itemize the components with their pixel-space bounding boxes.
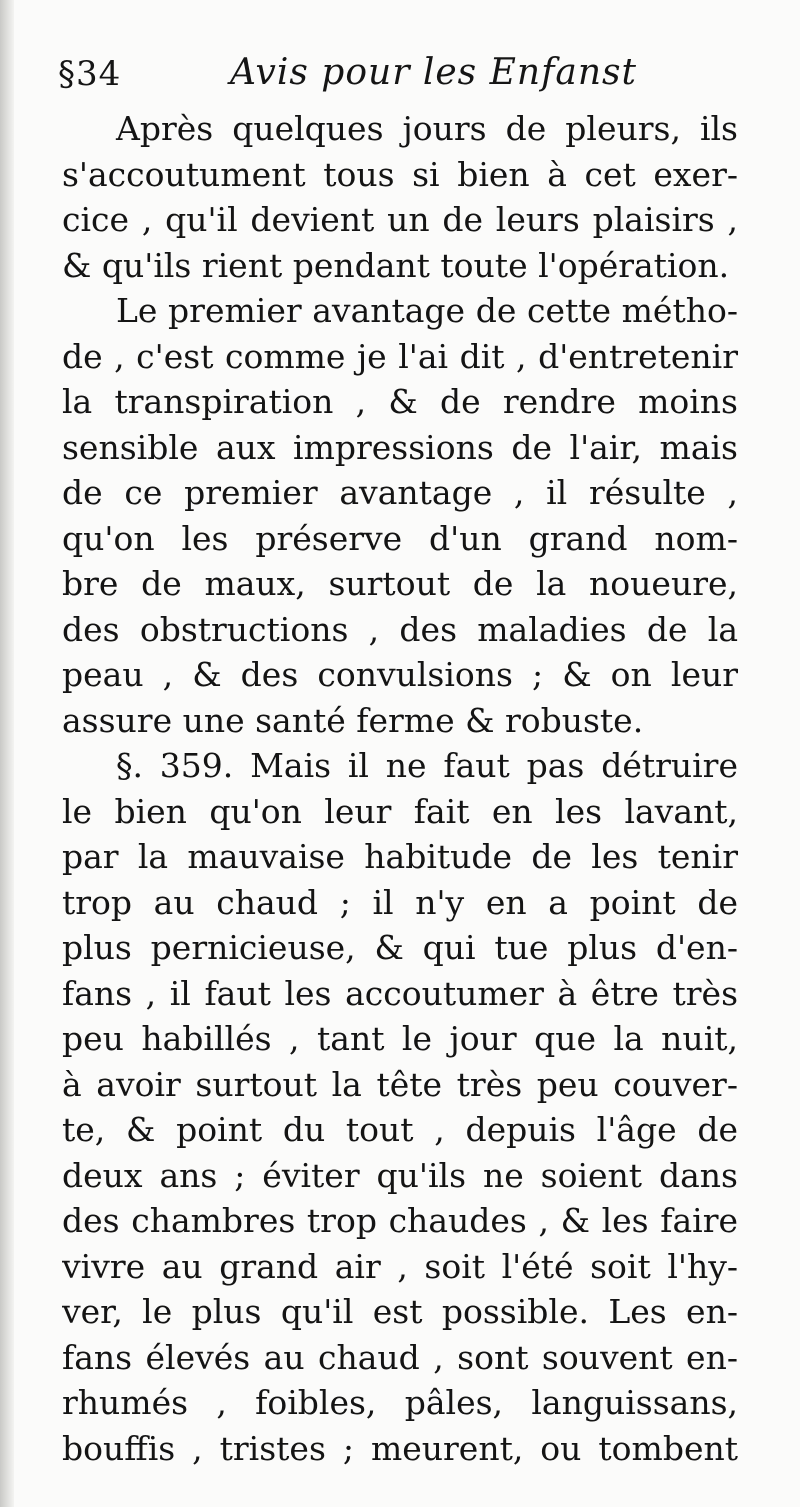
text-line: par la mauvaise habitude de les tenir bbox=[62, 837, 738, 876]
text-line: Le premier avantage de cette métho- bbox=[116, 291, 738, 330]
text-line: cice , qu'il devient un de leurs plaisirs , bbox=[62, 200, 738, 239]
text-line: fans élevés au chaud , sont souvent en- bbox=[62, 1337, 738, 1377]
text-line: s'accoutument tous si bien à cet exer- bbox=[62, 154, 738, 194]
text-line: qu'on les préserve d'un grand nom- bbox=[62, 518, 738, 558]
text-line: des obstructions , des maladies de la bbox=[62, 609, 738, 649]
text-line: deux ans ; éviter qu'ils ne soient dans bbox=[62, 1155, 738, 1195]
text-line: fans , il faut les accoutumer à être très bbox=[62, 973, 738, 1013]
text-line: de ce premier avantage , il résulte , bbox=[62, 473, 738, 512]
text-line: plus pernicieuse, & qui tue plus d'en- bbox=[62, 928, 738, 967]
text-line: peu habillés , tant le jour que la nuit, bbox=[62, 1019, 738, 1058]
text-line: trop au chaud ; il n'y en a point de bbox=[62, 882, 738, 922]
page-number: §34 bbox=[58, 54, 122, 94]
text-line: bre de maux, surtout de la noueure, bbox=[62, 564, 738, 603]
text-line: le bien qu'on leur fait en les lavant, bbox=[62, 791, 738, 831]
text-line: Après quelques jours de pleurs, ils bbox=[116, 109, 738, 148]
text-line: rhumés , foibles, pâles, languissans, bbox=[62, 1383, 738, 1422]
text-line: te, & point du tout , depuis l'âge de bbox=[62, 1110, 738, 1149]
text-line: ver, le plus qu'il est possible. Les en- bbox=[62, 1292, 738, 1331]
text-line: vivre au grand air , soit l'été soit l'hy- bbox=[62, 1246, 738, 1286]
running-head bbox=[58, 46, 738, 106]
text-line: peau , & des convulsions ; & on leur bbox=[62, 655, 738, 694]
text-line: de , c'est comme je l'ai dit , d'entretenir bbox=[62, 336, 738, 376]
text-line: assure une santé ferme & robuste. bbox=[62, 700, 644, 740]
body-text bbox=[62, 106, 738, 1471]
text-line: sensible aux impressions de l'air, mais bbox=[62, 427, 738, 467]
running-title: Avis pour les Enfanst bbox=[230, 52, 637, 93]
text-line: bouffis , tristes ; meurent, ou tombent bbox=[62, 1428, 738, 1468]
text-line: & qu'ils rient pendant toute l'opération. bbox=[62, 245, 730, 285]
text-line: §. 359. Mais il ne faut pas détruire bbox=[116, 746, 738, 785]
text-line: à avoir surtout la tête très peu couver- bbox=[62, 1064, 738, 1104]
text-line: la transpiration , & de rendre moins bbox=[62, 382, 738, 421]
text-line: des chambres trop chaudes , & les faire bbox=[62, 1201, 738, 1240]
